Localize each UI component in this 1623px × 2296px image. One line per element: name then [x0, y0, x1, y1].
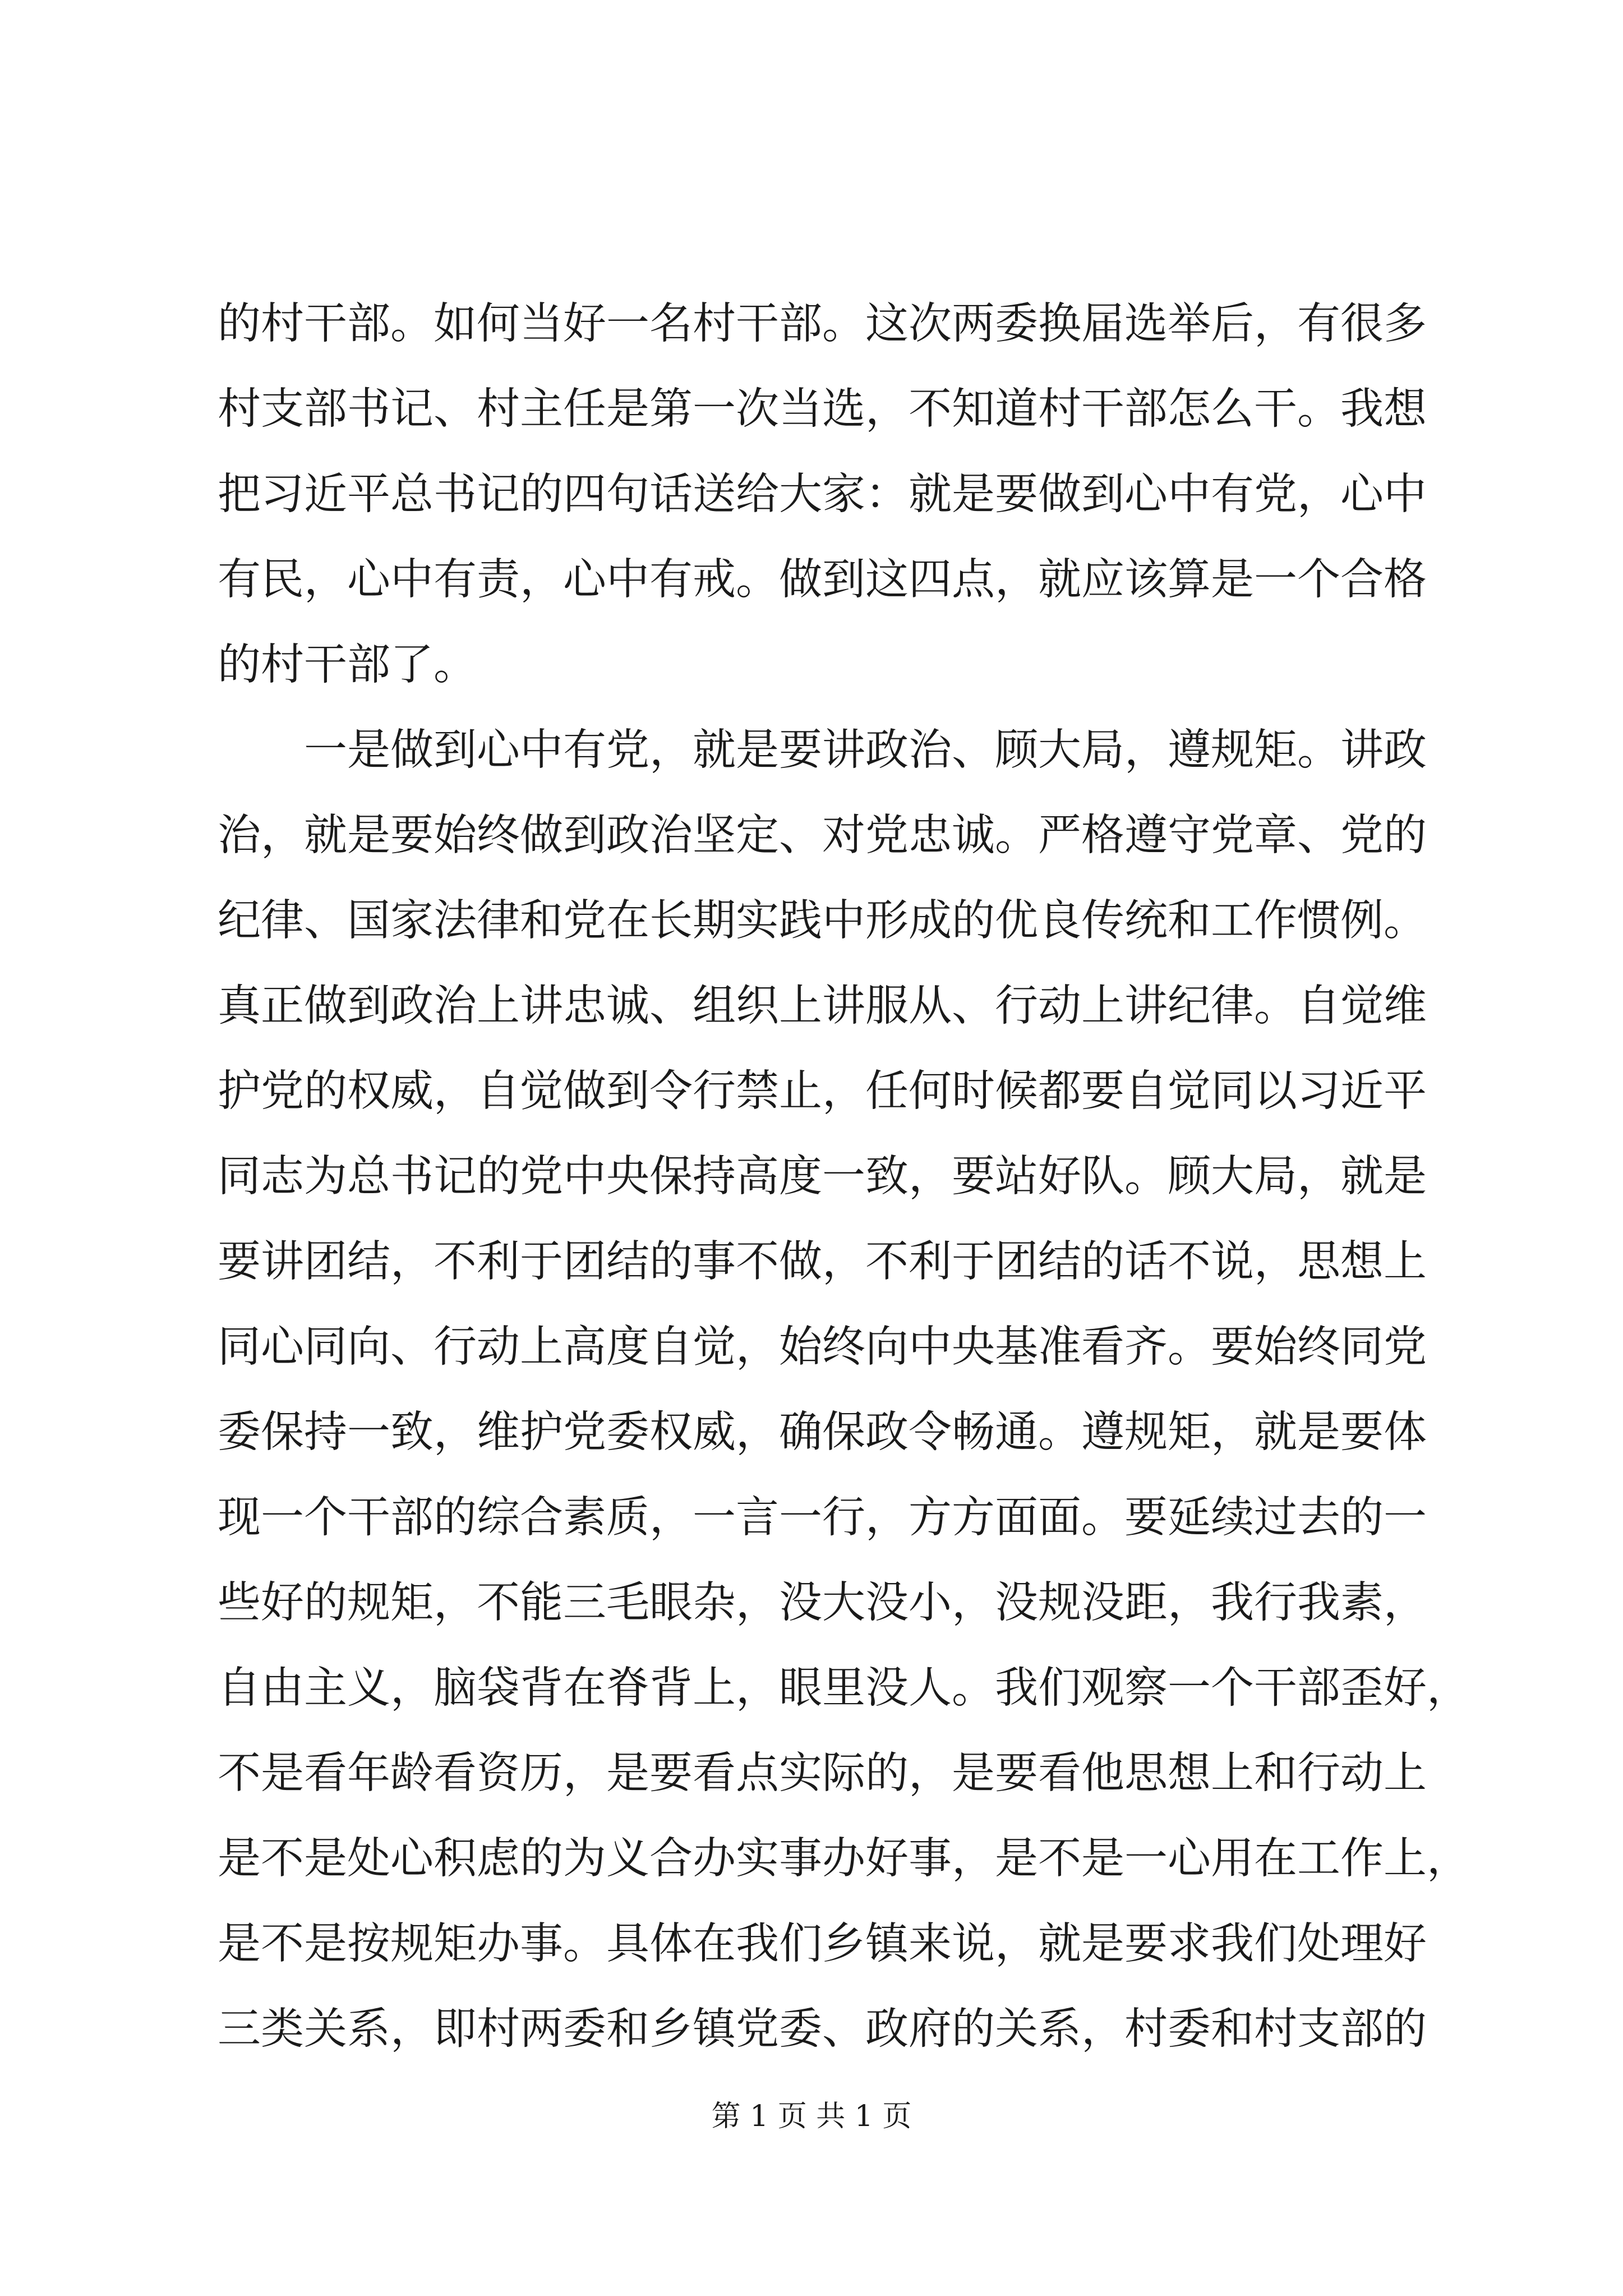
text-line: 纪律、国家法律和党在长期实践中形成的优良传统和工作惯例。: [218, 896, 1427, 946]
text-line: 些好的规矩，不能三毛眼杂，没大没小，没规没距，我行我素，: [218, 1578, 1427, 1628]
text-line: 真正做到政治上讲忠诚、组织上讲服从、行动上讲纪律。自觉维: [218, 981, 1427, 1031]
text-line: 同心同向、行动上高度自觉，始终向中央基准看齐。要始终同党: [218, 1322, 1427, 1372]
text-line: 的村干部了。: [218, 640, 477, 690]
text-line: 自由主义，脑袋背在脊背上，眼里没人。我们观察一个干部歪好，: [218, 1663, 1470, 1713]
text-line: 不是看年龄看资历，是要看点实际的，是要看他思想上和行动上: [218, 1749, 1427, 1798]
text-line: 现一个干部的综合素质，一言一行，方方面面。要延续过去的一: [218, 1493, 1427, 1543]
text-line: 村支部书记、村主任是第一次当选，不知道村干部怎么干。我想: [218, 384, 1427, 434]
text-line: 护党的权威，自觉做到令行禁止，任何时候都要自觉同以习近平: [218, 1066, 1427, 1116]
text-line: 同志为总书记的党中央保持高度一致，要站好队。顾大局，就是: [218, 1152, 1427, 1202]
text-line: 三类关系，即村两委和乡镇党委、政府的关系，村委和村支部的: [218, 2004, 1427, 2054]
page-footer: 第 1 页 共 1 页: [711, 2100, 912, 2133]
text-line: 治，就是要始终做到政治坚定、对党忠诚。严格遵守党章、党的: [218, 811, 1427, 861]
paragraph-first-line: 一是做到心中有党，就是要讲政治、顾大局，遵规矩。讲政: [304, 725, 1427, 775]
text-line: 是不是按规矩办事。具体在我们乡镇来说，就是要求我们处理好: [218, 1919, 1427, 1969]
text-line: 委保持一致，维护党委权威，确保政令畅通。遵规矩，就是要体: [218, 1407, 1427, 1457]
text-line: 有民，心中有责，心中有戒。做到这四点，就应该算是一个合格: [218, 555, 1427, 605]
text-line: 把习近平总书记的四句话送给大家：就是要做到心中有党，心中: [218, 470, 1427, 519]
text-line: 是不是处心积虑的为义合办实事办好事，是不是一心用在工作上，: [218, 1834, 1470, 1884]
text-line: 要讲团结，不利于团结的事不做，不利于团结的话不说，思想上: [218, 1237, 1427, 1287]
text-line: 的村干部。如何当好一名村干部。这次两委换届选举后，有很多: [218, 299, 1427, 349]
